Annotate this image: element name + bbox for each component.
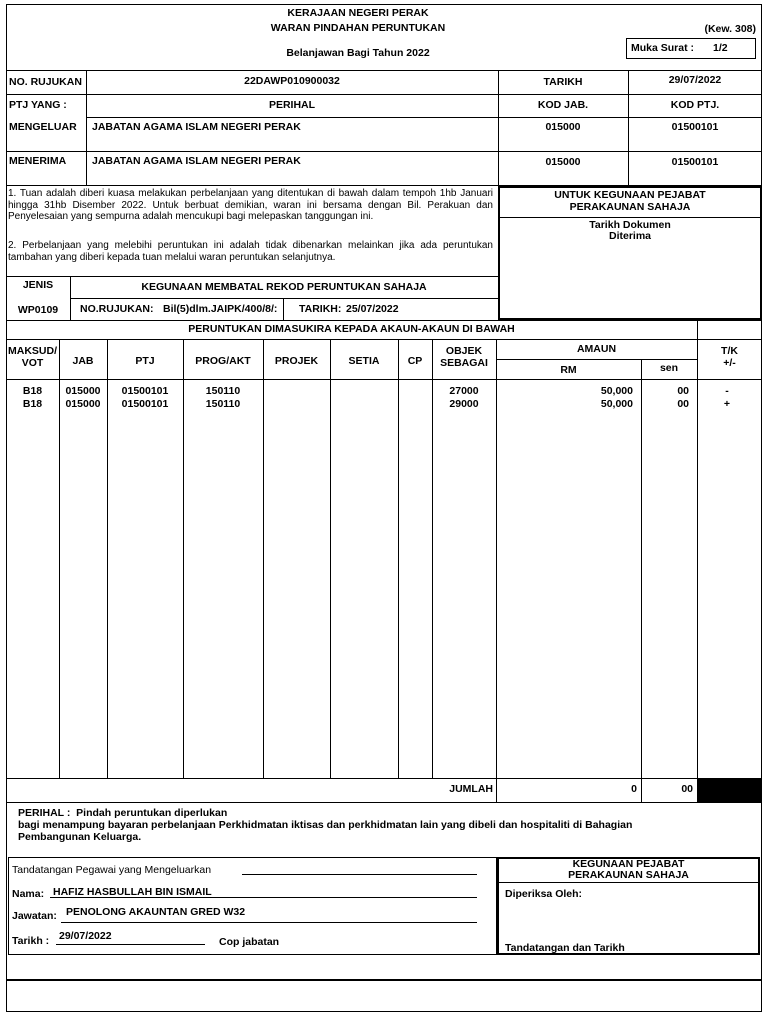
perihal-section — [18, 807, 632, 843]
table-row-2-objek: 29000 — [449, 398, 479, 410]
mengeluar-kod-jab: 015000 — [545, 121, 581, 133]
table-row-2-maksud: B18 — [22, 398, 43, 410]
jenis-label: JENIS — [22, 279, 54, 291]
kod-ptj-header: KOD PTJ. — [670, 99, 720, 111]
table-row-1-maksud: B18 — [22, 385, 43, 397]
jumlah-label: JUMLAH — [449, 783, 493, 795]
note-1: 1. Tuan adalah diberi kuasa melakukan perbelanjaan yang ditentukan di bawah dalam tempoh 1hb Januari hingga 31hb Disember 2022. Untuk berbuat demikian, waran ini bersama dengan Bil. Perakuan dan Penyelesaian yang sempurna adalah mencukupi bagi melepaskan tanggungan ini. — [8, 188, 493, 222]
header-line3: Belanjawan Bagi Tahun 2022 — [286, 47, 430, 59]
col-prog-values — [183, 385, 263, 411]
col-objek-values — [432, 385, 496, 411]
col-sen-values — [641, 385, 689, 411]
perihal-label: PERIHAL : — [18, 807, 71, 819]
col-setia: SETIA — [348, 355, 380, 367]
menerima-kod-jab: 015000 — [545, 156, 581, 168]
form-code: (Kew. 308) — [704, 23, 756, 35]
table-row-2-jab: 015000 — [65, 398, 101, 410]
header-line2: WARAN PINDAHAN PERUNTUKAN — [270, 22, 446, 34]
diperiksa-label: Diperiksa Oleh: — [505, 888, 583, 900]
table-row-1-ptj: 01500101 — [121, 385, 169, 397]
col-cp: CP — [407, 355, 423, 367]
perihal-header: PERIHAL — [268, 99, 316, 111]
col-ptj: PTJ — [135, 355, 155, 367]
jumlah-rm: 0 — [631, 783, 637, 795]
table-row-1-rm: 50,000 — [600, 385, 633, 397]
nama-value: HAFIZ HASBULLAH BIN ISMAIL — [53, 886, 212, 898]
tandatangan-label: Tandatangan Pegawai yang Mengeluarkan — [12, 864, 212, 876]
tarikh-label: TARIKH — [543, 76, 583, 88]
office-box2-title1: KEGUNAAN PEJABAT — [572, 858, 685, 870]
perihal-line2: bagi menampung bayaran perbelanjaan Perkhidmatan iktisas dan perkhidmatan lain yang dibeli dan hospitaliti di Bahagian — [18, 819, 633, 831]
jenis-tarikh-value: 25/07/2022 — [346, 303, 399, 315]
jumlah-blackout — [698, 779, 762, 802]
table-row-2-tk: + — [723, 398, 731, 410]
bottom-strip — [6, 980, 762, 1012]
table-row-1-prog: 150110 — [205, 385, 241, 397]
page-number: 1/2 — [713, 42, 728, 54]
mengeluar-label: MENGELUAR — [9, 121, 77, 133]
kod-jab-header: KOD JAB. — [537, 99, 589, 111]
tarikh-dokumen-label: Tarikh Dokumen — [589, 219, 671, 231]
col-jab: JAB — [72, 355, 94, 367]
col-maksud — [6, 345, 59, 369]
table-row-2-rm: 50,000 — [600, 398, 633, 410]
col-tk-line1: T/K — [721, 345, 738, 357]
col-tk-values — [697, 385, 757, 411]
col-sen: sen — [659, 362, 679, 374]
table-row-1-sen: 00 — [677, 385, 689, 397]
table-row-1-tk: - — [725, 385, 729, 397]
tarikh-sign-label: Tarikh : — [12, 935, 50, 947]
jawatan-label: Jawatan: — [12, 910, 57, 922]
header-line1: KERAJAAN NEGERI PERAK — [287, 7, 429, 19]
jenis-value: WP0109 — [17, 304, 59, 316]
menerima-kod-ptj: 01500101 — [671, 156, 719, 168]
col-rm: RM — [560, 364, 577, 376]
col-objek-line2: SEBAGAI — [440, 357, 488, 369]
tarikh-sign-value: 29/07/2022 — [59, 930, 112, 942]
tandatangan-tarikh-label: Tandatangan dan Tarikh — [505, 942, 625, 954]
office-box2-title2: PERAKAUNAN SAHAJA — [568, 869, 689, 881]
nama-label: Nama: — [12, 888, 45, 900]
col-maksud-values — [6, 385, 59, 411]
jawatan-value: PENOLONG AKAUNTAN GRED W32 — [66, 906, 246, 918]
jenis-rujukan-value: Bil(5)dlm.JAIPK/400/8/: — [163, 303, 278, 315]
col-amaun: AMAUN — [576, 343, 617, 355]
mengeluar-value: JABATAN AGAMA ISLAM NEGERI PERAK — [92, 121, 301, 133]
menerima-label: MENERIMA — [9, 155, 67, 167]
perihal-line3: Pembangunan Keluarga. — [18, 831, 142, 843]
table-title: PERUNTUKAN DIMASUKIRA KEPADA AKAUN-AKAUN DI BAWAH — [188, 323, 515, 335]
perihal-line1: Pindah peruntukan diperlukan — [76, 807, 228, 819]
col-maksud-line1: MAKSUD/ — [8, 345, 57, 357]
page-label: Muka Surat : — [631, 42, 695, 54]
col-ptj-values — [107, 385, 183, 411]
table-row-2-prog: 150110 — [205, 398, 241, 410]
menerima-value: JABATAN AGAMA ISLAM NEGERI PERAK — [92, 155, 301, 167]
note-2: 2. Perbelanjaan yang melebihi peruntukan ini adalah tidak dibenarkan melainkan jika ada peruntukan tambahan yang diberi kepada tuan melalui waran peruntukan selanjutnya. — [8, 240, 493, 263]
col-jab-values — [59, 385, 107, 411]
jenis-tarikh-label: TARIKH: — [299, 303, 342, 315]
jumlah-sen: 00 — [681, 783, 693, 795]
diterima-label: Diterima — [608, 230, 651, 242]
col-maksud-line2: VOT — [21, 357, 44, 369]
mengeluar-kod-ptj: 01500101 — [671, 121, 719, 133]
table-row-2-sen: 00 — [677, 398, 689, 410]
col-objek-line1: OBJEK — [445, 345, 483, 357]
col-tk-line2: +/- — [723, 357, 736, 369]
no-rujukan-value: 22DAWP010900032 — [244, 75, 340, 87]
ptj-yang-label: PTJ YANG : — [9, 99, 67, 111]
jenis-rujukan-label: NO.RUJUKAN: — [80, 303, 154, 315]
cop-jabatan-label: Cop jabatan — [219, 936, 280, 948]
tarikh-value: 29/07/2022 — [668, 74, 722, 86]
table-row-2-ptj: 01500101 — [121, 398, 169, 410]
col-rm-values — [496, 385, 633, 411]
office-box-title1: UNTUK KEGUNAAN PEJABAT — [554, 189, 706, 201]
jenis-title: KEGUNAAN MEMBATAL REKOD PERUNTUKAN SAHAJA — [141, 281, 427, 293]
col-objek — [432, 345, 496, 369]
office-box-title2: PERAKAUNAN SAHAJA — [569, 201, 691, 213]
col-prog: PROG/AKT — [195, 355, 251, 367]
col-projek: PROJEK — [274, 355, 319, 367]
col-tk — [697, 345, 762, 369]
no-rujukan-label: NO. RUJUKAN — [9, 76, 82, 88]
table-row-1-objek: 27000 — [449, 385, 479, 397]
table-row-1-jab: 015000 — [65, 385, 101, 397]
